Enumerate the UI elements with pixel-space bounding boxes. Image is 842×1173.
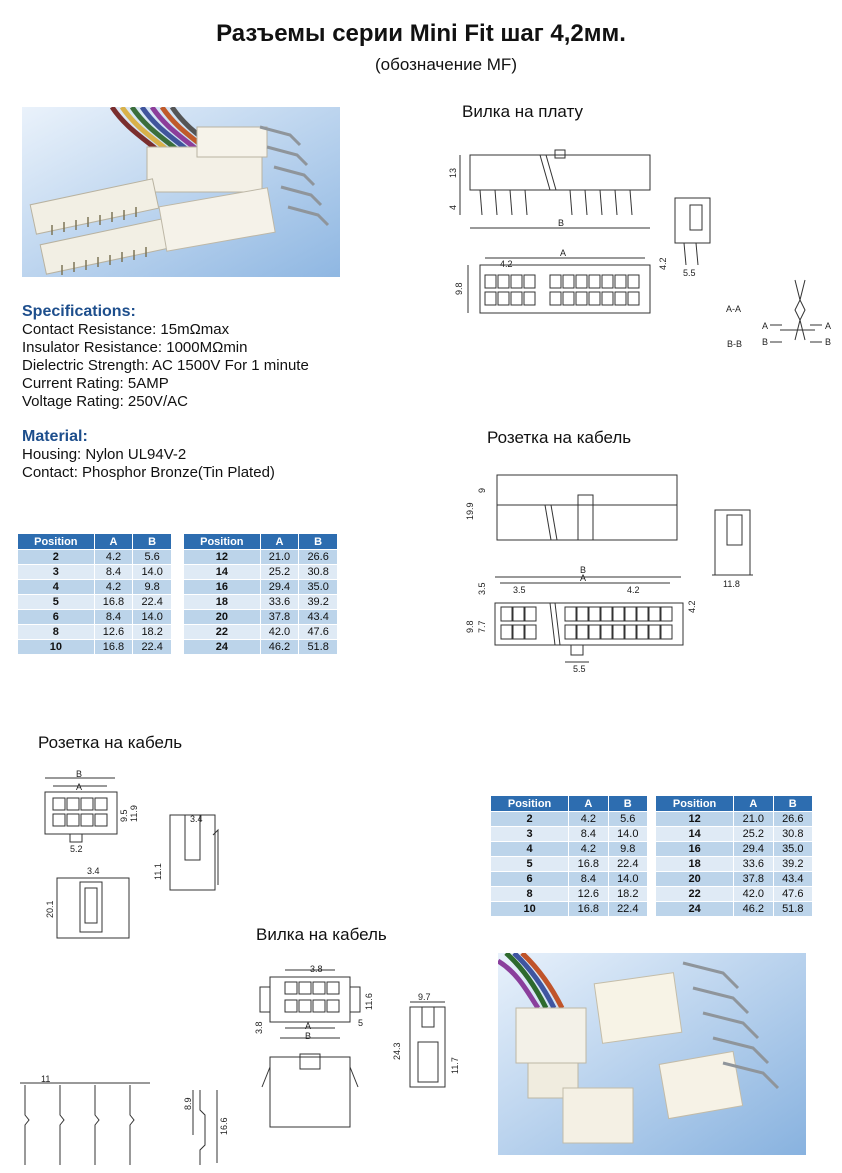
table-row [491,812,648,827]
section-label-plug-cable: Вилка на кабель [256,925,387,944]
dim-13: 13 [448,167,458,178]
table-row [18,625,172,640]
table-row [656,857,813,872]
dim-B: B [558,218,565,228]
dim-a-cell: 16.8 [94,595,133,610]
label-a-right: A [825,321,832,331]
position-cell: 14 [184,565,261,580]
dim-24-3: 24.3 [392,1042,402,1060]
pins-drawing [15,1075,245,1170]
table-row [656,812,813,827]
dim-b-cell: 39.2 [773,857,812,872]
dim-b-cell: 22.4 [133,595,172,610]
position-cell: 14 [656,827,734,842]
dim-a-cell: 16.8 [569,902,608,917]
position-cell: 10 [18,640,95,655]
table-row [656,827,813,842]
position-cell: 12 [656,812,734,827]
position-cell: 18 [184,595,261,610]
spec-line: Current Rating: 5AMP [22,375,169,392]
dim-a-cell: 21.0 [734,812,773,827]
spec-line: Dielectric Strength: AC 1500V For 1 minute [22,357,309,374]
table-body [491,812,648,917]
dim-b-cell: 14.0 [133,610,172,625]
dim-a-cell: 8.4 [569,827,608,842]
position-cell: 8 [18,625,95,640]
page-subtitle: (обозначение MF) [375,55,517,74]
socket-cable-drawing-2 [35,770,235,950]
label-b-b: B-B [727,339,743,349]
table-row [491,857,648,872]
dim-a-cell: 21.0 [260,550,299,565]
dim-a-cell: 16.8 [569,857,608,872]
dim-a-cell: 8.4 [569,872,608,887]
table-row [491,827,648,842]
label-a-left: A [762,321,769,331]
socket-cable-drawing [455,465,785,675]
dim-B: B [305,1031,312,1041]
dim-3-4: 3.4 [87,866,100,876]
dim-b-cell: 35.0 [773,842,812,857]
table-row [491,872,648,887]
position-cell: 12 [184,550,261,565]
position-cell: 24 [184,640,261,655]
dim-B: B [580,565,587,575]
dim-3-8-side: 3.8 [254,1021,264,1034]
material-block [22,428,352,482]
table-row [656,902,813,917]
table-body [184,550,338,655]
table-row [184,595,338,610]
col-header: A [734,796,773,812]
position-cell: 6 [18,610,95,625]
dim-b-cell: 14.0 [608,872,647,887]
dim-11-7: 11.7 [450,1057,460,1074]
col-header: B [773,796,812,812]
dim-b-cell: 51.8 [773,902,812,917]
dim-a-cell: 16.8 [94,640,133,655]
dim-11: 11 [41,1075,51,1084]
table-row [18,640,172,655]
dim-A: A [305,1021,312,1031]
dim-20-1: 20.1 [45,900,55,918]
dimension-table-right-2 [655,795,813,917]
dim-8-9: 8.9 [183,1097,193,1110]
dim-11-1: 11.1 [153,863,163,880]
dim-5-5: 5.5 [683,268,696,278]
position-cell: 20 [184,610,261,625]
dim-b-cell: 35.0 [299,580,338,595]
dim-a-cell: 4.2 [569,842,608,857]
col-header: A [94,534,133,550]
section-label-socket-cable-2: Розетка на кабель [38,733,183,752]
dimension-table-left [17,533,172,655]
label-b-right: B [825,337,832,347]
position-cell: 16 [656,842,734,857]
col-header: Position [491,796,569,812]
dim-9-8: 9.8 [465,620,475,633]
dim-a-cell: 29.4 [260,580,299,595]
dim-A: A [580,573,587,583]
table-row [184,640,338,655]
spec-line: Voltage Rating: 250V/AC [22,393,188,410]
dim-5-5: 5.5 [573,664,586,674]
dim-b-cell: 22.4 [608,857,647,872]
position-cell: 24 [656,902,734,917]
dim-a-cell: 37.8 [260,610,299,625]
spec-line: Contact Resistance: 15mΩmax [22,321,230,338]
position-cell: 16 [184,580,261,595]
dim-11-8: 11.8 [723,579,740,589]
dim-b-cell: 5.6 [133,550,172,565]
position-cell: 20 [656,872,734,887]
dim-a-cell: 8.4 [94,565,133,580]
dim-a-cell: 25.2 [734,827,773,842]
table-body [656,812,813,917]
table-body [18,550,172,655]
dim-3-5: 3.5 [513,585,526,595]
table-row [656,872,813,887]
position-cell: 2 [18,550,95,565]
table-row [656,887,813,902]
dim-b-cell: 30.8 [299,565,338,580]
dim-a-cell: 12.6 [569,887,608,902]
dim-A: A [560,248,567,258]
dim-b-cell: 47.6 [299,625,338,640]
table-row [184,625,338,640]
position-cell: 5 [491,857,569,872]
position-cell: 10 [491,902,569,917]
dim-4-2-side: 4.2 [658,257,668,270]
col-header: B [133,534,172,550]
table-row [184,610,338,625]
dim-a-cell: 12.6 [94,625,133,640]
dim-b-cell: 22.4 [608,902,647,917]
specifications-block [22,303,352,411]
connector-photo-bottom [498,953,806,1155]
dim-3-8-top: 3.8 [310,964,323,974]
table-row [184,580,338,595]
table-row [656,842,813,857]
dim-b-cell: 30.8 [773,827,812,842]
material-heading: Material: [22,428,88,445]
dim-B: B [76,770,83,779]
plug-cable-drawing [250,962,480,1142]
table-row [18,565,172,580]
col-header: A [569,796,608,812]
specifications-heading: Specifications: [22,303,136,320]
table-row [18,550,172,565]
dim-9-7: 9.7 [418,992,431,1002]
dim-b-cell: 9.8 [608,842,647,857]
label-a-a: A-A [726,304,742,314]
position-cell: 22 [184,625,261,640]
position-cell: 4 [18,580,95,595]
dim-5: 5 [358,1018,364,1028]
col-header: B [299,534,338,550]
dim-16-6: 16.6 [219,1117,229,1135]
dim-a-cell: 46.2 [734,902,773,917]
col-header: Position [18,534,95,550]
dim-b-cell: 22.4 [133,640,172,655]
dim-b-cell: 18.2 [133,625,172,640]
position-cell: 8 [491,887,569,902]
plug-board-drawing [440,130,840,370]
position-cell: 22 [656,887,734,902]
dim-a-cell: 33.6 [734,857,773,872]
dim-4-2: 4.2 [627,585,640,595]
dim-A: A [76,782,83,792]
position-cell: 2 [491,812,569,827]
dim-9-5: 9.5 [119,809,129,822]
dim-a-cell: 46.2 [260,640,299,655]
dim-a-cell: 4.2 [569,812,608,827]
dim-b-cell: 51.8 [299,640,338,655]
dim-b-cell: 9.8 [133,580,172,595]
col-header: B [608,796,647,812]
col-header: A [260,534,299,550]
table-row [184,565,338,580]
material-line: Housing: Nylon UL94V-2 [22,446,187,463]
dim-11-9: 11.9 [129,805,139,822]
table-row [491,887,648,902]
col-header: Position [656,796,734,812]
table-row [491,842,648,857]
dim-a-cell: 42.0 [260,625,299,640]
position-cell: 5 [18,595,95,610]
dim-b-cell: 14.0 [133,565,172,580]
section-label-plug-board: Вилка на плату [462,102,583,121]
position-cell: 3 [18,565,95,580]
position-cell: 6 [491,872,569,887]
dim-b-cell: 14.0 [608,827,647,842]
dim-b-cell: 18.2 [608,887,647,902]
dimension-table-left-2 [490,795,648,917]
dim-4-2-side: 4.2 [687,600,697,613]
dim-b-cell: 26.6 [773,812,812,827]
dim-a-cell: 4.2 [94,580,133,595]
position-cell: 4 [491,842,569,857]
table-row [18,595,172,610]
position-cell: 18 [656,857,734,872]
dim-7-7: 7.7 [477,620,487,633]
dim-a-cell: 8.4 [94,610,133,625]
dim-b-cell: 47.6 [773,887,812,902]
label-b-left: B [762,337,769,347]
connector-photo-top [22,107,340,277]
dim-11-6: 11.6 [364,993,374,1010]
material-line: Contact: Phosphor Bronze(Tin Plated) [22,464,275,481]
dim-4: 4 [448,204,458,210]
dim-3-5-vert: 3.5 [477,582,487,595]
dim-a-cell: 33.6 [260,595,299,610]
dim-a-cell: 4.2 [94,550,133,565]
dim-b-cell: 5.6 [608,812,647,827]
dim-a-cell: 29.4 [734,842,773,857]
table-row [184,550,338,565]
dim-a-cell: 37.8 [734,872,773,887]
dim-b-cell: 26.6 [299,550,338,565]
dim-19-9: 19.9 [465,502,475,520]
table-row [18,580,172,595]
dim-a-cell: 25.2 [260,565,299,580]
dim-b-cell: 43.4 [299,610,338,625]
dim-3-4-side: 3.4 [190,814,203,824]
section-label-socket-cable: Розетка на кабель [487,428,632,447]
col-header: Position [184,534,261,550]
dim-b-cell: 43.4 [773,872,812,887]
spec-line: Insulator Resistance: 1000MΩmin [22,339,248,356]
table-row [18,610,172,625]
dim-4-2: 4.2 [500,259,513,269]
dim-9-8: 9.8 [454,282,464,295]
dim-b-cell: 39.2 [299,595,338,610]
table-row [491,902,648,917]
page-title: Разъемы серии Mini Fit шаг 4,2мм. [216,20,626,47]
dim-9: 9 [477,487,487,493]
position-cell: 3 [491,827,569,842]
dimension-table-right [183,533,338,655]
dim-5-2: 5.2 [70,844,83,854]
dim-a-cell: 42.0 [734,887,773,902]
